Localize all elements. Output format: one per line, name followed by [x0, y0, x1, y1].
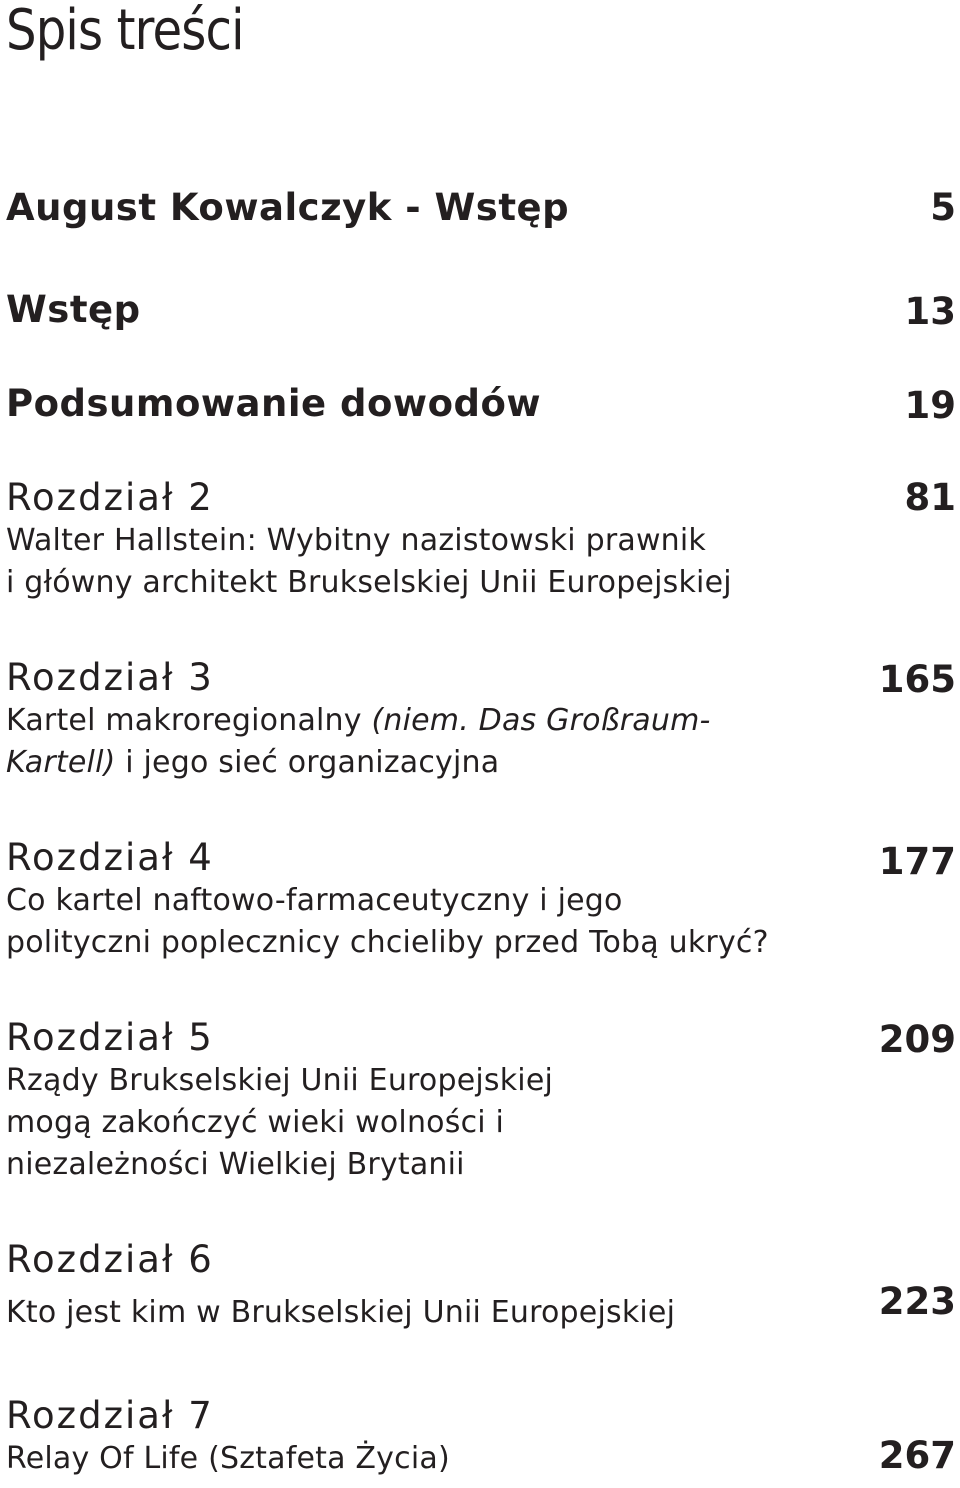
toc-heading: Rozdział 5	[6, 1016, 214, 1059]
toc-page-number: 13	[904, 290, 956, 333]
toc-subtitle-italic: (niem. Das Großraum-	[371, 703, 711, 738]
toc-subtitle-line: Co kartel naftowo-farmaceutyczny i jego	[6, 883, 623, 918]
toc-heading: Podsumowanie dowodów	[6, 382, 542, 425]
toc-subtitle-line	[6, 742, 960, 784]
toc-heading: Rozdział 6	[6, 1238, 214, 1281]
toc-entry-summary[interactable]	[6, 382, 960, 426]
toc-subtitle-line: i główny architekt Brukselskiej Unii Europejskiej	[6, 565, 732, 600]
toc-entry-chapter-7[interactable]	[6, 1394, 960, 1480]
toc-subtitle-line: Kto jest kim w Brukselskiej Unii Europejskiej	[6, 1295, 676, 1330]
toc-entry-chapter-3[interactable]	[6, 656, 960, 784]
toc-entry-intro-kowalczyk[interactable]	[6, 186, 960, 230]
toc-subtitle-line: mogą zakończyć wieki wolności i	[6, 1105, 505, 1140]
toc-heading: Rozdział 2	[6, 476, 214, 519]
toc-entry-wstep[interactable]	[6, 288, 960, 332]
toc-entry-chapter-5[interactable]	[6, 1016, 960, 1186]
toc-page-number: 209	[878, 1018, 956, 1061]
toc-entry-chapter-6[interactable]	[6, 1238, 960, 1334]
toc-subtitle-italic: Kartell)	[6, 745, 116, 780]
toc-heading: Rozdział 4	[6, 836, 214, 879]
toc-page-number: 267	[878, 1434, 956, 1477]
toc-subtitle-line	[6, 700, 960, 742]
toc-page-number: 177	[878, 840, 956, 883]
toc-heading: Wstęp	[6, 288, 141, 331]
toc-subtitle-text: i jego sieć organizacyjna	[115, 745, 500, 780]
toc-subtitle-line: Relay Of Life (Sztafeta Życia)	[6, 1441, 450, 1476]
toc-page-number: 165	[878, 658, 956, 701]
page-title: Spis treści	[6, 0, 244, 63]
toc-subtitle-text: Kartel makroregionalny	[6, 703, 372, 738]
toc-entry-chapter-2[interactable]	[6, 476, 960, 604]
toc-page-number: 81	[904, 476, 956, 519]
toc-page-number: 19	[904, 384, 956, 427]
toc-page-number: 223	[878, 1280, 956, 1323]
toc-heading: Rozdział 3	[6, 656, 214, 699]
toc-page-number: 5	[930, 186, 956, 229]
toc-heading: August Kowalczyk - Wstęp	[6, 186, 570, 229]
toc-subtitle-line: Walter Hallstein: Wybitny nazistowski prawnik	[6, 523, 706, 558]
toc-subtitle-line: Rządy Brukselskiej Unii Europejskiej	[6, 1063, 554, 1098]
toc-entry-chapter-4[interactable]	[6, 836, 960, 964]
toc-subtitle-line: polityczni poplecznicy chcieliby przed Tobą ukryć?	[6, 925, 769, 960]
toc-subtitle-line: niezależności Wielkiej Brytanii	[6, 1147, 465, 1182]
toc-heading: Rozdział 7	[6, 1394, 214, 1437]
